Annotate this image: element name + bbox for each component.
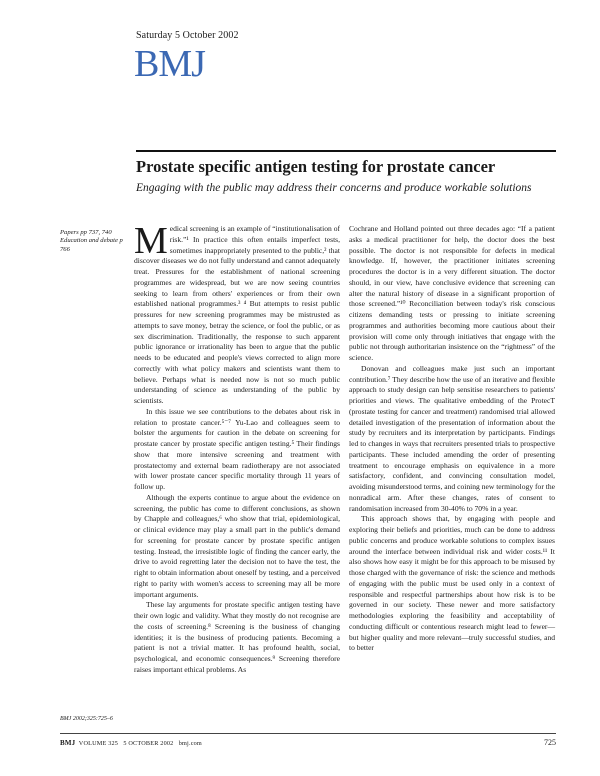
body-column-left	[134, 220, 340, 676]
paragraph-3: Although the experts continue to argue about the evidence on screening, the public has come to different conclusions, as shown by Chapple and colleagues,⁶ who show that trial, epidemiological, or clinical evidence may play a small part in the public's demand for screening for prostate cancer by prostate specific antigen testing. Instead, the irresistible logic of finding the cancer early, the drive to avoid regretting later the decision not to have the test, the right to obtain information about oneself by testing, and a perceived right to parity with women's access to screening may all be more important arguments.	[134, 492, 340, 599]
papers-reference: Papers pp 737, 740	[60, 229, 112, 236]
paragraph-5: Cochrane and Holland pointed out three decades ago: “If a patient asks a medical practitioner for help, the doctor does the best possible. The doctor is not responsible for defects in medical knowledge. If, however, the practitioner initiates screening procedures the doctor is in a very different situation. The doctor should, in our view, have conclusive evidence that screening can alter the natural history of disease in a significant proportion of those screened.”¹⁰ Reconciliation between today's risk conscious citizens demanding tests or pressing to initiate screening programmes and authorities becoming more cautious about their provision will come only through initiatives that engage with the public not through authoritarian insistence on the “rightness” of the science.	[349, 224, 555, 362]
drop-cap: M	[134, 220, 168, 262]
paragraph-7: This approach shows that, by engaging with people and exploring their beliefs and priorities, much can be done to address public concerns and produce workable solutions to complex issues around the interface between individual risk and wider costs.¹¹ It also shows how easy it might be for this approach to be misused by those charged with the governance of risk: the science and methods of engaging with the public must be used only in a context of responsible and respectful partnerships about how risk is to be governed in our society. These newer and more satisfactory methodologies exploring the feasibility and acceptability of conducting difficult or contentious research might lead to fewer—but higher quality and more relevant—truly successful studies, and to better	[349, 514, 555, 653]
article-title: Prostate specific antigen testing for prostate cancer	[136, 157, 496, 176]
page-number: 725	[544, 738, 556, 747]
issue-date: Saturday 5 October 2002	[136, 30, 239, 41]
footer-journal: BMJ	[60, 739, 76, 747]
footer-site: bmj.com	[178, 740, 202, 747]
page-footer	[60, 739, 202, 747]
article-citation: BMJ 2002;325:725–6	[60, 716, 113, 722]
footer-volume: VOLUME 325	[78, 740, 119, 747]
education-reference: Education and debate p 766	[60, 237, 123, 253]
body-column-right	[349, 224, 555, 654]
paragraph-6: Donovan and colleagues make just such an important contribution.⁷ They describe how the use of an iterative and flexible approach to study design can help sensitise researchers to patients' priorities and views. The qualitative embedding of the ProtecT (prostate testing for cancer and treatment) randomised trial allowed detailed investigation of the presentation of information about the study by recruiters and its interpretation by participants. Findings led to changes in ways that recruiters presented trials to prospective participants. These included amending the order of presenting treatment to encourage emphasis on equivalence in a more satisfactory, confident, and convincing consultation model, avoiding misunderstood terms, and coining new terminology for the nonradical arm. After these changes, rates of consent to randomisation increased from 30-40% to 70% in a year.	[349, 363, 555, 513]
title-rule	[136, 150, 556, 152]
paragraph-4: These lay arguments for prostate specific antigen testing have their own logic and validity. What they mostly do not recognise are the costs of screening.⁸ Screening is the business of changing identities; it is the business of producing patients. Becoming a patient is not a trivial matter. It has profound health, social, psychological, and economic consequences.⁹ Screening therefore raises important ethical problems. As	[134, 600, 340, 674]
cross-reference-note	[60, 229, 130, 254]
footer-date: 5 OCTOBER 2002	[123, 740, 174, 747]
paragraph-1: Medical screening is an example of “institutionalisation of risk.”¹ In practice this often entails imperfect tests, sometimes inappropriately presented to the public,² that discover diseases we do not fully understand and cannot adequately treat. Pressures for the establishment of national screening programmes are widespread, but we are now seeing countries seeking to learn from others' experiences or from their own established national programmes.³ ⁴ But attempts to resist public pressures for new screening programmes may be mistrusted as attempts to save money, betray the science, or fool the public, or as sex discrimination. Traditionally, the response to such apparent public ignorance or irrationality has been to argue that the public needs to be educated and people's views corrected to align more correctly with what policy makers and scientists want them to believe. Perhaps what is needed now is not so much public understanding of science as understanding of the public by scientists.	[134, 220, 340, 405]
article-subtitle: Engaging with the public may address their concerns and produce workable solutions	[136, 182, 532, 194]
footer-rule	[60, 733, 556, 734]
bmj-logo: BMJ	[134, 43, 205, 85]
paragraph-2: In this issue we see contributions to the debates about risk in relation to prostate cancer.⁵⁻⁷ Yu-Lao and colleagues seem to bolster the arguments for caution in the debate on screening for prostate cancer by prostate specific antigen testing.⁵ Their findings show that more intensive screening and treatment with prostatectomy and external beam radiotherapy are not associated with lower prostate cancer specific mortality through 11 years of follow up.	[134, 406, 340, 491]
